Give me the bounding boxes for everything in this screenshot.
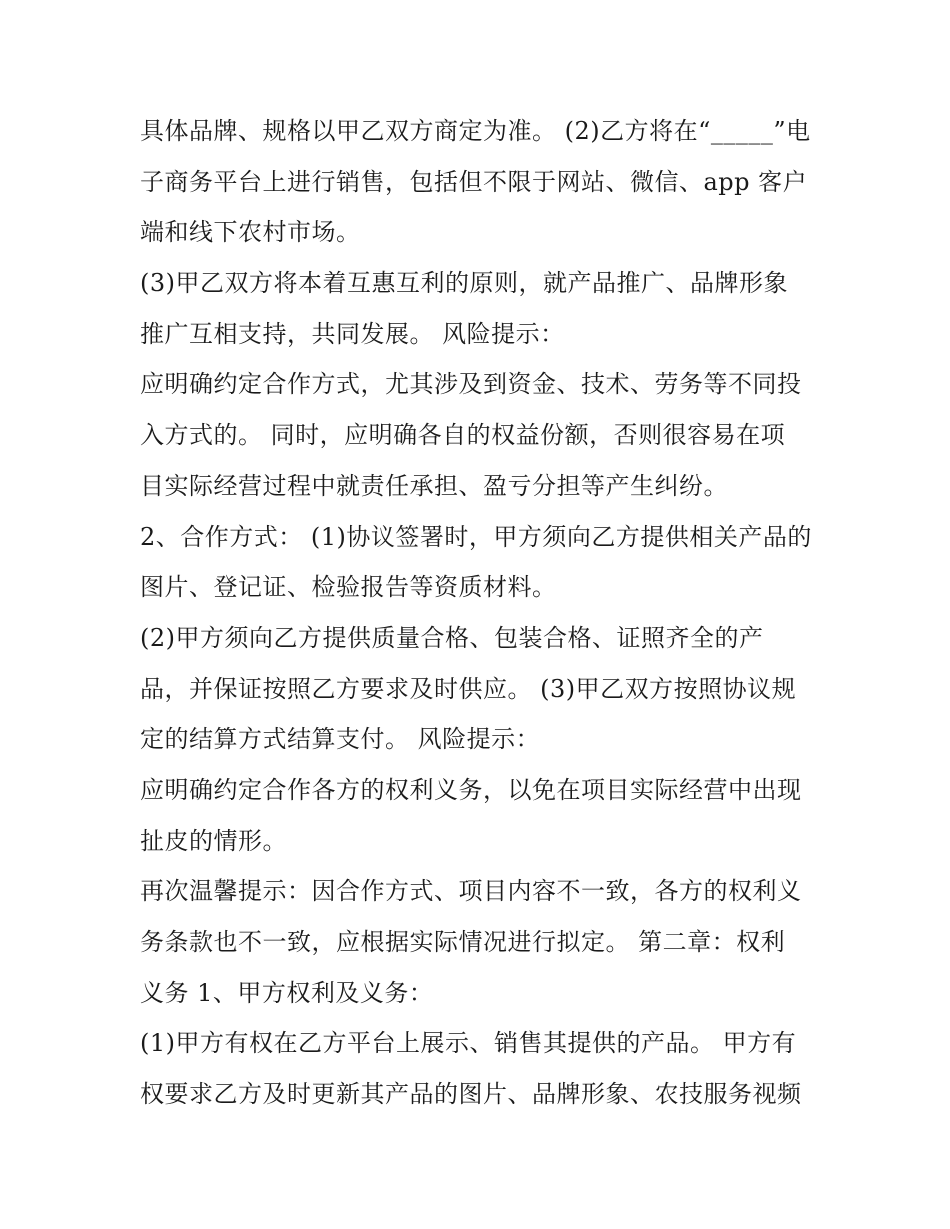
text-line: 应明确约定合作各方的权利义务，以免在项目实际经营中出现 <box>140 775 802 804</box>
text-line: 务条款也不一致，应根据实际情况进行拟定。 第二章：权利 <box>140 928 786 956</box>
text-line: 具体品牌、规格以甲乙双方商定为准。 (2)乙方将在“_____”电 <box>140 117 811 145</box>
text-line: 图片、登记证、检验报告等资质材料。 <box>140 573 557 602</box>
text-line: 权要求乙方及时更新其产品的图片、品牌形象、农技服务视频 <box>140 1080 802 1109</box>
text-line: 定的结算方式结算支付。 风险提示： <box>140 725 541 754</box>
text-line: 推广互相支持，共同发展。 风险提示： <box>140 319 565 348</box>
text-line: 应明确约定合作方式，尤其涉及到资金、技术、劳务等不同投 <box>140 370 802 399</box>
text-line: (3)甲乙双方将本着互惠互利的原则，就产品推广、品牌形象 <box>140 269 788 298</box>
text-line: 子商务平台上进行销售，包括但不限于网站、微信、app 客户 <box>140 167 808 196</box>
text-line: 入方式的。 同时，应明确各自的权益份额，否则很容易在项 <box>140 421 786 450</box>
document-body <box>140 111 820 1125</box>
text-line: 扯皮的情形。 <box>140 826 287 855</box>
text-line: 目实际经营过程中就责任承担、盈亏分担等产生纠纷。 <box>140 471 728 500</box>
text-line: 品，并保证按照乙方要求及时供应。 (3)甲乙双方按照协议规 <box>140 674 797 703</box>
text-line: (1)甲方有权在乙方平台上展示、销售其提供的产品。 甲方有 <box>140 1029 797 1058</box>
text-line: 端和线下农村市场。 <box>140 218 361 247</box>
text-line: 2、合作方式： (1)协议签署时，甲方须向乙方提供相关产品的 <box>140 522 812 551</box>
text-line: (2)甲方须向乙方提供质量合格、包装合格、证照齐全的产 <box>140 623 764 652</box>
text-line: 义务 1、甲方权利及义务： <box>140 978 434 1007</box>
text-line: 再次温馨提示：因合作方式、项目内容不一致，各方的权利义 <box>140 877 802 906</box>
